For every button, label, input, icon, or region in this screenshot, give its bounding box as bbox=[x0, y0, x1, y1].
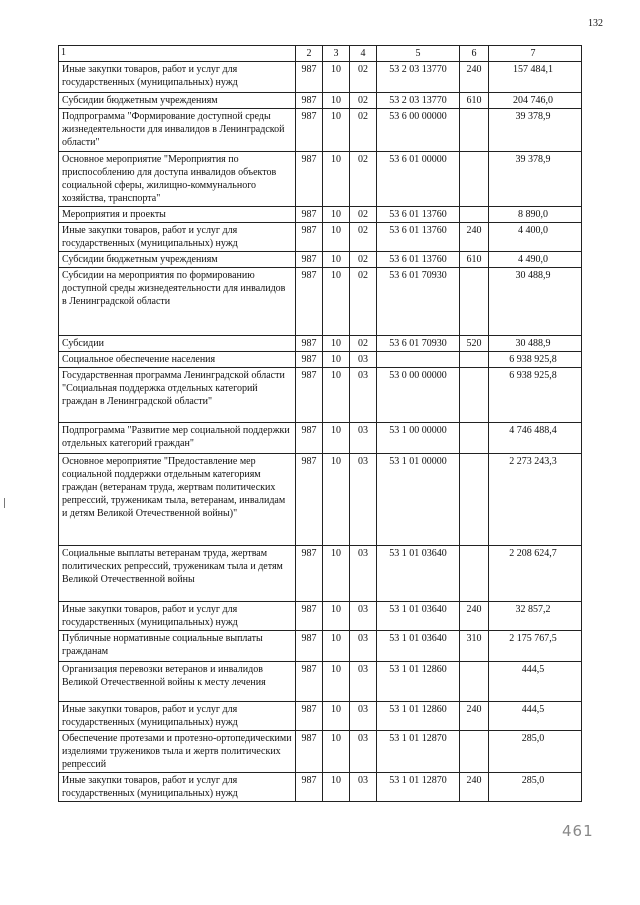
row-c5-cell: 53 6 01 70930 bbox=[377, 336, 460, 352]
row-c5-cell: 53 1 01 03640 bbox=[377, 602, 460, 631]
row-c5-cell: 53 6 01 13760 bbox=[377, 252, 460, 268]
row-c2-cell: 987 bbox=[296, 702, 323, 731]
row-c2-cell: 987 bbox=[296, 602, 323, 631]
row-c4-cell: 02 bbox=[350, 336, 377, 352]
row-c3-cell: 10 bbox=[323, 631, 350, 662]
row-c5-cell: 53 6 00 00000 bbox=[377, 109, 460, 152]
row-c3-cell: 10 bbox=[323, 731, 350, 773]
row-c4-cell: 02 bbox=[350, 62, 377, 93]
table-row bbox=[59, 223, 582, 252]
row-c3-cell: 10 bbox=[323, 252, 350, 268]
row-c3-cell: 10 bbox=[323, 368, 350, 423]
row-c6-cell: 610 bbox=[460, 252, 489, 268]
table-row bbox=[59, 62, 582, 93]
row-name-cell: Подпрограмма "Развитие мер социальной поддержки отдельных категорий граждан" bbox=[59, 423, 296, 454]
row-name-cell: Мероприятия и проекты bbox=[59, 207, 296, 223]
row-c3-cell: 10 bbox=[323, 152, 350, 207]
table-row bbox=[59, 662, 582, 702]
row-c6-cell: 520 bbox=[460, 336, 489, 352]
table-row bbox=[59, 368, 582, 423]
row-c4-cell: 02 bbox=[350, 93, 377, 109]
row-c6-cell: 240 bbox=[460, 223, 489, 252]
row-c3-cell: 10 bbox=[323, 62, 350, 93]
row-c6-cell bbox=[460, 109, 489, 152]
row-c4-cell: 03 bbox=[350, 423, 377, 454]
row-c2-cell: 987 bbox=[296, 454, 323, 546]
row-c4-cell: 03 bbox=[350, 352, 377, 368]
page-number: 132 bbox=[588, 18, 603, 29]
row-c7-cell: 4 400,0 bbox=[489, 223, 582, 252]
row-c6-cell bbox=[460, 268, 489, 336]
row-c7-cell: 39 378,9 bbox=[489, 152, 582, 207]
row-c5-cell: 53 6 01 00000 bbox=[377, 152, 460, 207]
table-row bbox=[59, 268, 582, 336]
table-row bbox=[59, 152, 582, 207]
row-c6-cell: 240 bbox=[460, 602, 489, 631]
row-c3-cell: 10 bbox=[323, 336, 350, 352]
table-row bbox=[59, 352, 582, 368]
row-c2-cell: 987 bbox=[296, 662, 323, 702]
row-c2-cell: 987 bbox=[296, 109, 323, 152]
row-name-cell: Иные закупки товаров, работ и услуг для государственных (муниципальных) нужд bbox=[59, 223, 296, 252]
row-c7-cell: 2 273 243,3 bbox=[489, 454, 582, 546]
row-c5-cell: 53 1 00 00000 bbox=[377, 423, 460, 454]
row-c5-cell: 53 6 01 13760 bbox=[377, 223, 460, 252]
row-name-cell: Подпрограмма "Формирование доступной среды жизнедеятельности для инвалидов в Ленинградской области" bbox=[59, 109, 296, 152]
row-c2-cell: 987 bbox=[296, 268, 323, 336]
row-name-cell: Организация перевозки ветеранов и инвалидов Великой Отечественной войны к месту лечения bbox=[59, 662, 296, 702]
row-c7-cell: 444,5 bbox=[489, 662, 582, 702]
row-name-cell: Основное мероприятие "Предоставление мер социальной поддержки отдельным категориям граждан (ветеранам труда, жертвам политических репрессий, труженикам тыла, ветеранам, инвалидам и детям Великой Отечественной войны)" bbox=[59, 454, 296, 546]
row-c6-cell: 310 bbox=[460, 631, 489, 662]
row-name-cell: Иные закупки товаров, работ и услуг для государственных (муниципальных) нужд bbox=[59, 62, 296, 93]
table-row bbox=[59, 93, 582, 109]
row-c5-cell: 53 1 01 12870 bbox=[377, 773, 460, 802]
row-c4-cell: 03 bbox=[350, 702, 377, 731]
row-c5-cell: 53 1 01 00000 bbox=[377, 454, 460, 546]
row-c7-cell: 39 378,9 bbox=[489, 109, 582, 152]
row-c7-cell: 6 938 925,8 bbox=[489, 368, 582, 423]
row-c2-cell: 987 bbox=[296, 546, 323, 602]
row-c3-cell: 10 bbox=[323, 268, 350, 336]
table-row bbox=[59, 773, 582, 802]
row-c3-cell: 10 bbox=[323, 546, 350, 602]
row-c6-cell bbox=[460, 662, 489, 702]
row-c6-cell bbox=[460, 423, 489, 454]
row-c7-cell: 4 490,0 bbox=[489, 252, 582, 268]
row-c4-cell: 02 bbox=[350, 207, 377, 223]
row-c7-cell: 32 857,2 bbox=[489, 602, 582, 631]
row-c6-cell bbox=[460, 207, 489, 223]
row-c7-cell: 2 208 624,7 bbox=[489, 546, 582, 602]
header-col-7: 7 bbox=[489, 46, 582, 62]
row-c3-cell: 10 bbox=[323, 602, 350, 631]
row-name-cell: Социальное обеспечение населения bbox=[59, 352, 296, 368]
row-c7-cell: 30 488,9 bbox=[489, 336, 582, 352]
row-name-cell: Субсидии бюджетным учреждениям bbox=[59, 252, 296, 268]
row-c5-cell: 53 1 01 12860 bbox=[377, 702, 460, 731]
row-c6-cell: 240 bbox=[460, 62, 489, 93]
row-c6-cell bbox=[460, 546, 489, 602]
row-c4-cell: 02 bbox=[350, 152, 377, 207]
row-c4-cell: 03 bbox=[350, 546, 377, 602]
row-c7-cell: 285,0 bbox=[489, 773, 582, 802]
table-row bbox=[59, 207, 582, 223]
row-c3-cell: 10 bbox=[323, 207, 350, 223]
row-c2-cell: 987 bbox=[296, 93, 323, 109]
row-c5-cell: 53 2 03 13770 bbox=[377, 93, 460, 109]
row-c6-cell: 240 bbox=[460, 773, 489, 802]
row-c6-cell: 610 bbox=[460, 93, 489, 109]
row-c2-cell: 987 bbox=[296, 368, 323, 423]
row-c2-cell: 987 bbox=[296, 773, 323, 802]
row-c5-cell: 53 0 00 00000 bbox=[377, 368, 460, 423]
row-c6-cell bbox=[460, 731, 489, 773]
row-c4-cell: 03 bbox=[350, 731, 377, 773]
row-c2-cell: 987 bbox=[296, 62, 323, 93]
row-c7-cell: 444,5 bbox=[489, 702, 582, 731]
header-col-3: 3 bbox=[323, 46, 350, 62]
row-c7-cell: 8 890,0 bbox=[489, 207, 582, 223]
table-row bbox=[59, 602, 582, 631]
row-name-cell: Субсидии bbox=[59, 336, 296, 352]
row-c7-cell: 2 175 767,5 bbox=[489, 631, 582, 662]
row-c4-cell: 02 bbox=[350, 109, 377, 152]
table-row bbox=[59, 252, 582, 268]
table-row bbox=[59, 454, 582, 546]
row-name-cell: Социальные выплаты ветеранам труда, жертвам политических репрессий, труженикам тыла и детям Великой Отечественной войны bbox=[59, 546, 296, 602]
row-c4-cell: 03 bbox=[350, 631, 377, 662]
row-c4-cell: 02 bbox=[350, 252, 377, 268]
row-c5-cell: 53 2 03 13770 bbox=[377, 62, 460, 93]
table-row bbox=[59, 702, 582, 731]
row-c2-cell: 987 bbox=[296, 352, 323, 368]
row-c3-cell: 10 bbox=[323, 662, 350, 702]
header-col-1: 1 bbox=[59, 46, 296, 62]
row-c3-cell: 10 bbox=[323, 223, 350, 252]
row-c7-cell: 4 746 488,4 bbox=[489, 423, 582, 454]
row-c2-cell: 987 bbox=[296, 207, 323, 223]
row-c4-cell: 03 bbox=[350, 773, 377, 802]
row-c2-cell: 987 bbox=[296, 631, 323, 662]
row-c4-cell: 03 bbox=[350, 602, 377, 631]
row-c4-cell: 02 bbox=[350, 223, 377, 252]
row-c7-cell: 30 488,9 bbox=[489, 268, 582, 336]
row-c5-cell: 53 1 01 03640 bbox=[377, 546, 460, 602]
row-c4-cell: 03 bbox=[350, 454, 377, 546]
row-c3-cell: 10 bbox=[323, 454, 350, 546]
row-c2-cell: 987 bbox=[296, 423, 323, 454]
table-row bbox=[59, 631, 582, 662]
row-c3-cell: 10 bbox=[323, 352, 350, 368]
row-name-cell: Субсидии бюджетным учреждениям bbox=[59, 93, 296, 109]
row-c3-cell: 10 bbox=[323, 423, 350, 454]
row-c5-cell bbox=[377, 352, 460, 368]
table-header-row bbox=[59, 46, 582, 62]
row-c5-cell: 53 6 01 13760 bbox=[377, 207, 460, 223]
row-c3-cell: 10 bbox=[323, 702, 350, 731]
table-row bbox=[59, 731, 582, 773]
row-name-cell: Иные закупки товаров, работ и услуг для государственных (муниципальных) нужд bbox=[59, 602, 296, 631]
row-c5-cell: 53 1 01 12860 bbox=[377, 662, 460, 702]
row-c4-cell: 03 bbox=[350, 662, 377, 702]
row-c5-cell: 53 1 01 03640 bbox=[377, 631, 460, 662]
row-c2-cell: 987 bbox=[296, 223, 323, 252]
table-row bbox=[59, 109, 582, 152]
row-c7-cell: 157 484,1 bbox=[489, 62, 582, 93]
row-name-cell: Государственная программа Ленинградской области "Социальная поддержка отдельных категорий граждан в Ленинградской области" bbox=[59, 368, 296, 423]
row-c7-cell: 285,0 bbox=[489, 731, 582, 773]
table-row bbox=[59, 423, 582, 454]
row-c3-cell: 10 bbox=[323, 93, 350, 109]
row-name-cell: Основное мероприятие "Мероприятия по приспособлению для доступа инвалидов объектов социальной сферы, жилищно-коммунального хозяйства, транспорта" bbox=[59, 152, 296, 207]
row-name-cell: Субсидии на мероприятия по формированию доступной среды жизнедеятельности для инвалидов в Ленинградской области bbox=[59, 268, 296, 336]
header-col-6: 6 bbox=[460, 46, 489, 62]
row-c4-cell: 02 bbox=[350, 268, 377, 336]
row-c7-cell: 6 938 925,8 bbox=[489, 352, 582, 368]
header-col-5: 5 bbox=[377, 46, 460, 62]
row-name-cell: Публичные нормативные социальные выплаты гражданам bbox=[59, 631, 296, 662]
row-c3-cell: 10 bbox=[323, 773, 350, 802]
row-c6-cell bbox=[460, 152, 489, 207]
row-c6-cell bbox=[460, 454, 489, 546]
table-row bbox=[59, 336, 582, 352]
margin-mark bbox=[4, 498, 5, 508]
row-name-cell: Иные закупки товаров, работ и услуг для государственных (муниципальных) нужд bbox=[59, 773, 296, 802]
row-c6-cell bbox=[460, 352, 489, 368]
row-c2-cell: 987 bbox=[296, 336, 323, 352]
header-col-2: 2 bbox=[296, 46, 323, 62]
row-name-cell: Иные закупки товаров, работ и услуг для государственных (муниципальных) нужд bbox=[59, 702, 296, 731]
row-c5-cell: 53 1 01 12870 bbox=[377, 731, 460, 773]
row-c6-cell bbox=[460, 368, 489, 423]
handwritten-page-number: 461 bbox=[562, 822, 594, 840]
row-c7-cell: 204 746,0 bbox=[489, 93, 582, 109]
row-c4-cell: 03 bbox=[350, 368, 377, 423]
row-c6-cell: 240 bbox=[460, 702, 489, 731]
row-c2-cell: 987 bbox=[296, 252, 323, 268]
row-c5-cell: 53 6 01 70930 bbox=[377, 268, 460, 336]
row-c2-cell: 987 bbox=[296, 731, 323, 773]
row-c2-cell: 987 bbox=[296, 152, 323, 207]
row-c3-cell: 10 bbox=[323, 109, 350, 152]
row-name-cell: Обеспечение протезами и протезно-ортопедическими изделиями тружеников тыла и жертв политических репрессий bbox=[59, 731, 296, 773]
table-row bbox=[59, 546, 582, 602]
header-col-4: 4 bbox=[350, 46, 377, 62]
budget-table bbox=[58, 45, 582, 802]
